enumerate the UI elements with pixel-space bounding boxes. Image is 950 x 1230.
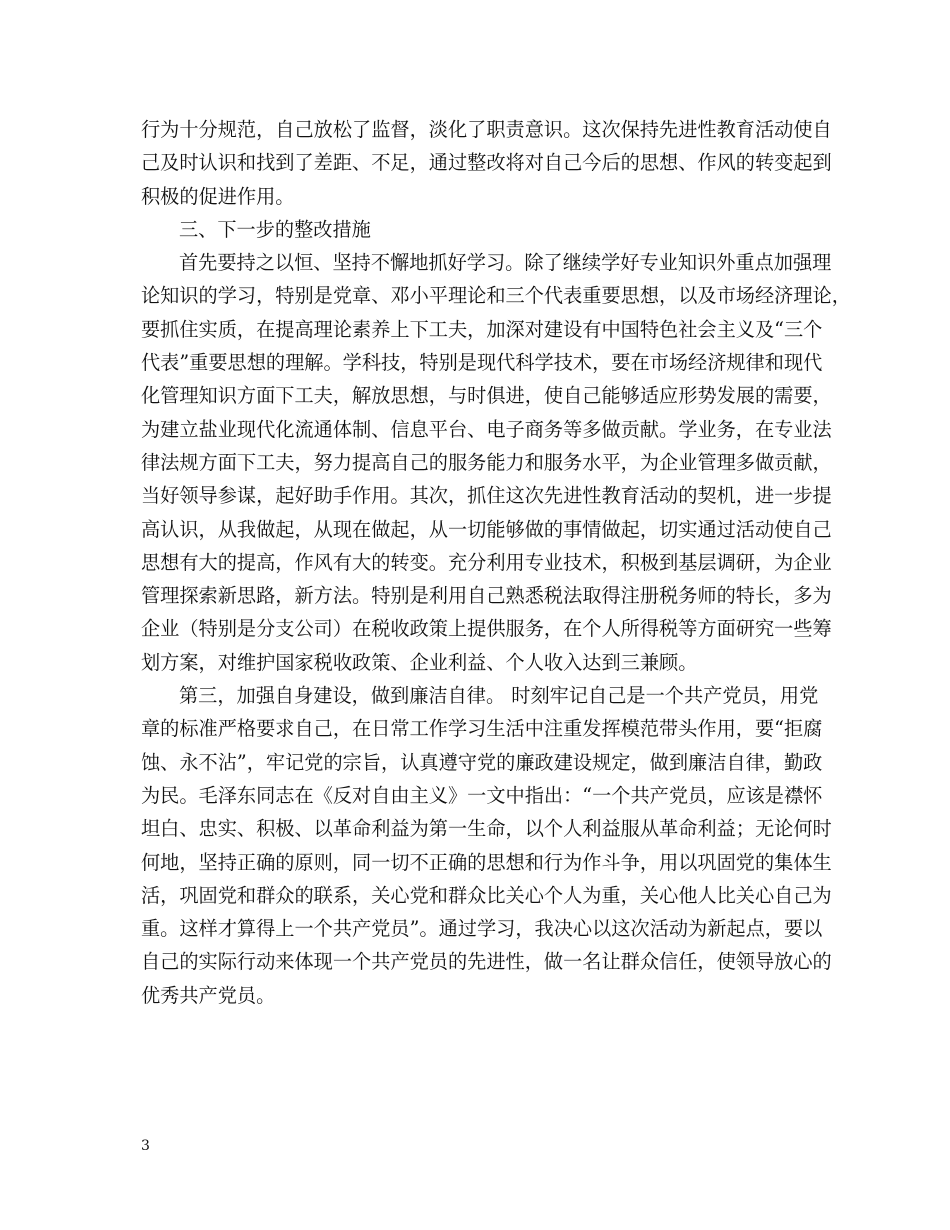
text-line: 化管理知识方面下工夫，解放思想，与时俱进，使自己能够适应形势发展的需要， bbox=[141, 384, 832, 408]
body-text bbox=[141, 113, 851, 1012]
text-line: 要抓住实质，在提高理论素养上下工夫，加深对建设有中国特色社会主义及“三个 bbox=[141, 317, 823, 341]
text-line: 行为十分规范，自己放松了监督，淡化了职责意识。这次保持先进性教育活动使自 bbox=[141, 118, 832, 141]
text-line: 首先要持之以恒、坚持不懈地抓好学习。除了继续学好专业知识外重点加强理 bbox=[179, 251, 832, 275]
text-line: 重。这样才算得上一个共产党员”。通过学习，我决心以这次活动为新起点，要以 bbox=[141, 917, 823, 941]
text-line: 自己的实际行动来体现一个共产党员的先进性，做一名让群众信任，使领导放心的 bbox=[141, 950, 832, 974]
section-heading: 三、下一步的整改措施 bbox=[179, 217, 371, 241]
text-line: 管理探索新思路，新方法。特别是利用自己熟悉税法取得注册税务师的特长，多为 bbox=[141, 584, 832, 608]
text-line: 己及时认识和找到了差距、不足，通过整改将对自己今后的思想、作风的转变起到 bbox=[141, 151, 832, 175]
text-line: 论知识的学习，特别是党章、邓小平理论和三个代表重要思想，以及市场经济理论， bbox=[141, 284, 851, 308]
text-line: 划方案，对维护国家税收政策、企业利益、个人收入达到三兼顾。 bbox=[141, 650, 698, 674]
text-line: 章的标准严格要求自己，在日常工作学习生活中注重发挥模范带头作用，要“拒腐 bbox=[141, 717, 823, 741]
text-line: 何地，坚持正确的原则，同一切不正确的思想和行为作斗争，用以巩固党的集体生 bbox=[141, 850, 832, 874]
text-line: 优秀共产党员。 bbox=[141, 983, 276, 1007]
text-line: 当好领导参谋，起好助手作用。其次，抓住这次先进性教育活动的契机，进一步提 bbox=[141, 484, 832, 508]
text-line: 为民。毛泽东同志在《反对自由主义》一文中指出：“一个共产党员，应该是襟怀 bbox=[141, 783, 823, 807]
text-line: 律法规方面下工夫，努力提高自己的服务能力和服务水平，为企业管理多做贡献， bbox=[141, 450, 832, 474]
text-line: 积极的促进作用。 bbox=[141, 184, 295, 208]
text-line: 思想有大的提高，作风有大的转变。充分利用专业技术，积极到基层调研，为企业 bbox=[141, 550, 832, 574]
text-line: 第三，加强自身建设，做到廉洁自律。 时刻牢记自己是一个共产党员，用党 bbox=[179, 684, 819, 708]
text-line: 企业（特别是分支公司）在税收政策上提供服务，在个人所得税等方面研究一些筹 bbox=[141, 617, 832, 641]
text-line: 蚀、永不沾”，牢记党的宗旨，认真遵守党的廉政建设规定，做到廉洁自律，勤政 bbox=[141, 750, 823, 774]
text-line: 高认识，从我做起，从现在做起，从一切能够做的事情做起，切实通过活动使自己 bbox=[141, 517, 832, 541]
text-line: 坦白、忠实、积极、以革命利益为第一生命，以个人利益服从革命利益；无论何时 bbox=[141, 817, 832, 841]
text-line: 活，巩固党和群众的联系，关心党和群众比关心个人为重，关心他人比关心自己为 bbox=[141, 883, 832, 907]
page-number: 3 bbox=[141, 1138, 150, 1154]
text-line: 为建立盐业现代化流通体制、信息平台、电子商务等多做贡献。学业务，在专业法 bbox=[141, 417, 832, 441]
text-line: 代表”重要思想的理解。学科技，特别是现代科学技术，要在市场经济规律和现代 bbox=[141, 351, 823, 375]
